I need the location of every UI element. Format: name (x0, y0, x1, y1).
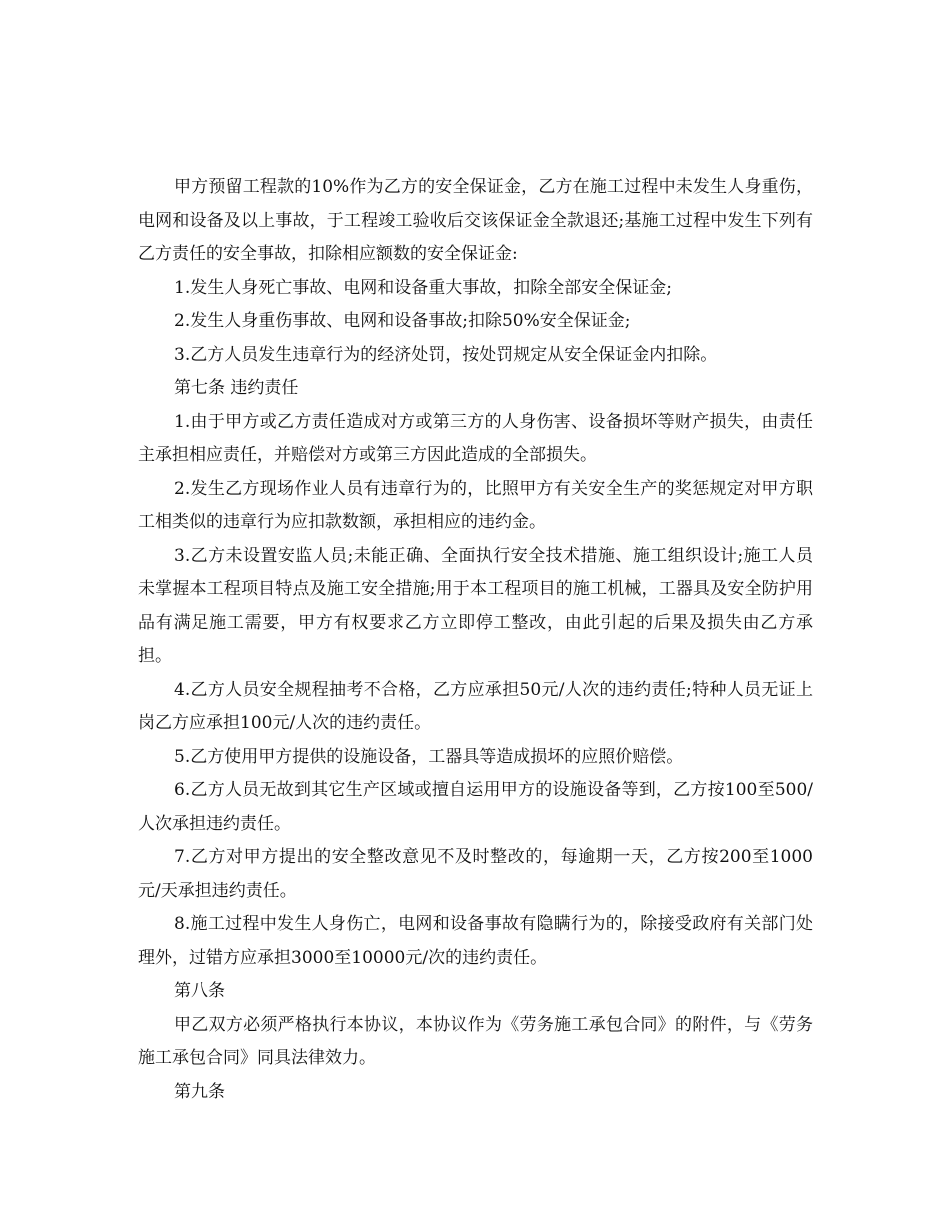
article-7-item-2: 2.发生乙方现场作业人员有违章行为的，比照甲方有关安全生产的奖惩规定对甲方职工相类似的违章行为应扣款数额，承担相应的违约金。 (138, 478, 813, 532)
paragraph-item-2: 2.发生人身重伤事故、电网和设备事故;扣除50%安全保证金; (174, 311, 631, 331)
article-7-item-4: 4.乙方人员安全规程抽考不合格，乙方应承担50元/人次的违约责任;特种人员无证上岗乙方应承担100元/人次的违约责任。 (138, 679, 813, 733)
article-7-heading: 第七条 违约责任 (174, 378, 299, 398)
paragraph-security-deposit: 甲方预留工程款的10%作为乙方的安全保证金，乙方在施工过程中未发生人身重伤，电网和设备及以上事故，于工程竣工验收后交该保证金全款退还;基施工过程中发生下列有乙方责任的安全事故，扣除相应额数的安全保证金: (138, 177, 813, 264)
article-7-item-1: 1.由于甲方或乙方责任造成对方或第三方的人身伤害、设备损坏等财产损失，由责任主承担相应责任，并赔偿对方或第三方因此造成的全部损失。 (138, 411, 813, 465)
article-7-item-8: 8.施工过程中发生人身伤亡，电网和设备事故有隐瞒行为的，除接受政府有关部门处理外，过错方应承担3000至10000元/次的违约责任。 (138, 914, 813, 968)
paragraph-item-1: 1.发生人身死亡事故、电网和设备重大事故，扣除全部安全保证金; (174, 277, 672, 298)
article-7-item-7: 7.乙方对甲方提出的安全整改意见不及时整改的，每逾期一天，乙方按200至1000元/天承担违约责任。 (138, 847, 813, 901)
article-8-heading: 第八条 (174, 981, 225, 1001)
document-body (138, 171, 813, 1109)
article-7-item-5: 5.乙方使用甲方提供的设施设备，工器具等造成损坏的应照价赔偿。 (174, 746, 684, 767)
article-7-item-3: 3.乙方未设置安监人员;未能正确、全面执行安全技术措施、施工组织设计;施工人员未掌握本工程项目特点及施工安全措施;用于本工程项目的施工机械，工器具及安全防护用品有满足施工需要，甲方有权要求乙方立即停工整改，由此引起的后果及损失由乙方承担。 (138, 545, 813, 666)
article-9-heading: 第九条 (174, 1081, 225, 1102)
paragraph-item-3: 3.乙方人员发生违章行为的经济处罚，按处罚规定从安全保证金内扣除。 (174, 344, 718, 365)
article-7-item-6: 6.乙方人员无故到其它生产区域或擅自运用甲方的设施设备等到，乙方按100至500/人次承担违约责任。 (138, 780, 813, 834)
article-8-body: 甲乙双方必须严格执行本协议，本协议作为《劳务施工承包合同》的附件，与《劳务施工承包合同》同具法律效力。 (138, 1014, 813, 1068)
